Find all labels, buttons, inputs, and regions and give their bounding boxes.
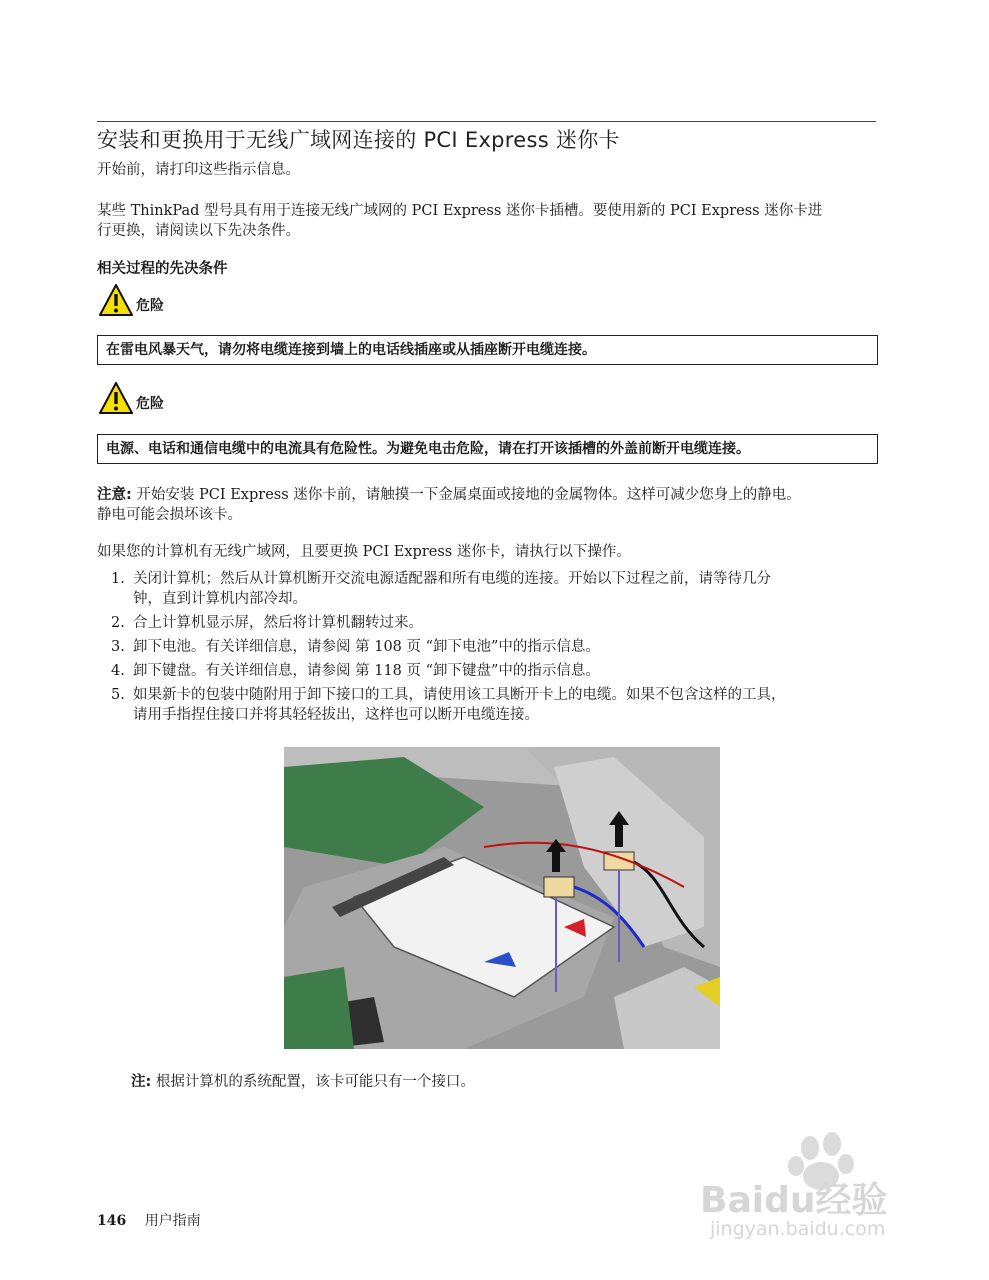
list-item xyxy=(97,569,877,609)
list-item xyxy=(97,613,877,633)
note-text: 根据计算机的系统配置，该卡可能只有一个接口。 xyxy=(155,1074,475,1090)
step-text: 如果新卡的包装中随附用于卸下接口的工具，请使用该工具断开卡上的电缆。如果不包含这样的工具， xyxy=(133,687,786,703)
step-text: 钟，直到计算机内部冷却。 xyxy=(133,591,307,607)
procedure-steps xyxy=(97,569,877,729)
step-text: 请用手指捏住接口并将其轻轻拔出，这样也可以断开电缆连接。 xyxy=(133,707,539,723)
warning-icon xyxy=(98,381,134,415)
danger-heading-1 xyxy=(98,283,164,317)
attention-paragraph xyxy=(97,485,877,525)
list-item xyxy=(97,661,877,681)
danger-box-2: 电源、电话和通信电缆中的电流具有危险性。为避免电击危险，请在打开该插槽的外盖前断开电缆连接。 xyxy=(97,434,878,464)
intro-text: 开始前，请打印这些指示信息。 xyxy=(97,162,300,178)
step-text: 关闭计算机；然后从计算机断开交流电源适配器和所有电缆的连接。开始以下过程之前，请等待几分 xyxy=(133,571,771,587)
step-number: 5. xyxy=(111,687,125,703)
watermark-url: jingyan.baidu.com xyxy=(710,1218,886,1240)
step-text: 卸下键盘。有关详细信息，请参阅 第 118 页 “卸下键盘”中的指示信息。 xyxy=(133,663,600,679)
danger-label: 危险 xyxy=(136,298,164,314)
procedure-intro: 如果您的计算机有无线广域网，且要更换 PCI Express 迷你卡，请执行以下操作。 xyxy=(97,544,631,560)
baidu-watermark xyxy=(700,1130,930,1250)
watermark-brand: Baidu经验 xyxy=(700,1180,888,1221)
note-label: 注: xyxy=(131,1074,152,1090)
step-text: 合上计算机显示屏，然后将计算机翻转过来。 xyxy=(133,615,423,631)
minicard-illustration xyxy=(284,747,720,1049)
danger-box-1: 在雷电风暴天气，请勿将电缆连接到墙上的电话线插座或从插座断开电缆连接。 xyxy=(97,335,878,365)
page-footer xyxy=(97,1210,201,1230)
intro-paragraph xyxy=(97,201,877,241)
footer-text: 用户指南 xyxy=(144,1213,201,1229)
warning-icon xyxy=(98,283,134,317)
danger-heading-2 xyxy=(98,381,164,415)
attention-line-1: 开始安装 PCI Express 迷你卡前，请触摸一下金属桌面或接地的金属物体。这样可减少您身上的静电。 xyxy=(136,487,801,503)
danger-label: 危险 xyxy=(136,396,164,412)
attention-line-2: 静电可能会损坏该卡。 xyxy=(97,507,242,523)
prerequisites-heading: 相关过程的先决条件 xyxy=(97,261,228,277)
title-rule xyxy=(97,121,876,122)
list-item xyxy=(97,637,877,657)
step-number: 3. xyxy=(111,639,125,655)
intro-line-2: 行更换，请阅读以下先决条件。 xyxy=(97,223,300,239)
step-number: 2. xyxy=(111,615,125,631)
intro-line-1: 某些 ThinkPad 型号具有用于连接无线广域网的 PCI Express 迷你卡插槽。要使用新的 PCI Express 迷你卡进 xyxy=(97,203,823,219)
page-title: 安装和更换用于无线广域网连接的 PCI Express 迷你卡 xyxy=(97,128,620,152)
page-number: 146 xyxy=(97,1213,127,1229)
list-item xyxy=(97,685,877,725)
note-paragraph xyxy=(131,1070,475,1091)
step-number: 1. xyxy=(111,571,125,587)
step-number: 4. xyxy=(111,663,125,679)
attention-label: 注意: xyxy=(97,487,132,503)
step-text: 卸下电池。有关详细信息，请参阅 第 108 页 “卸下电池”中的指示信息。 xyxy=(133,639,600,655)
